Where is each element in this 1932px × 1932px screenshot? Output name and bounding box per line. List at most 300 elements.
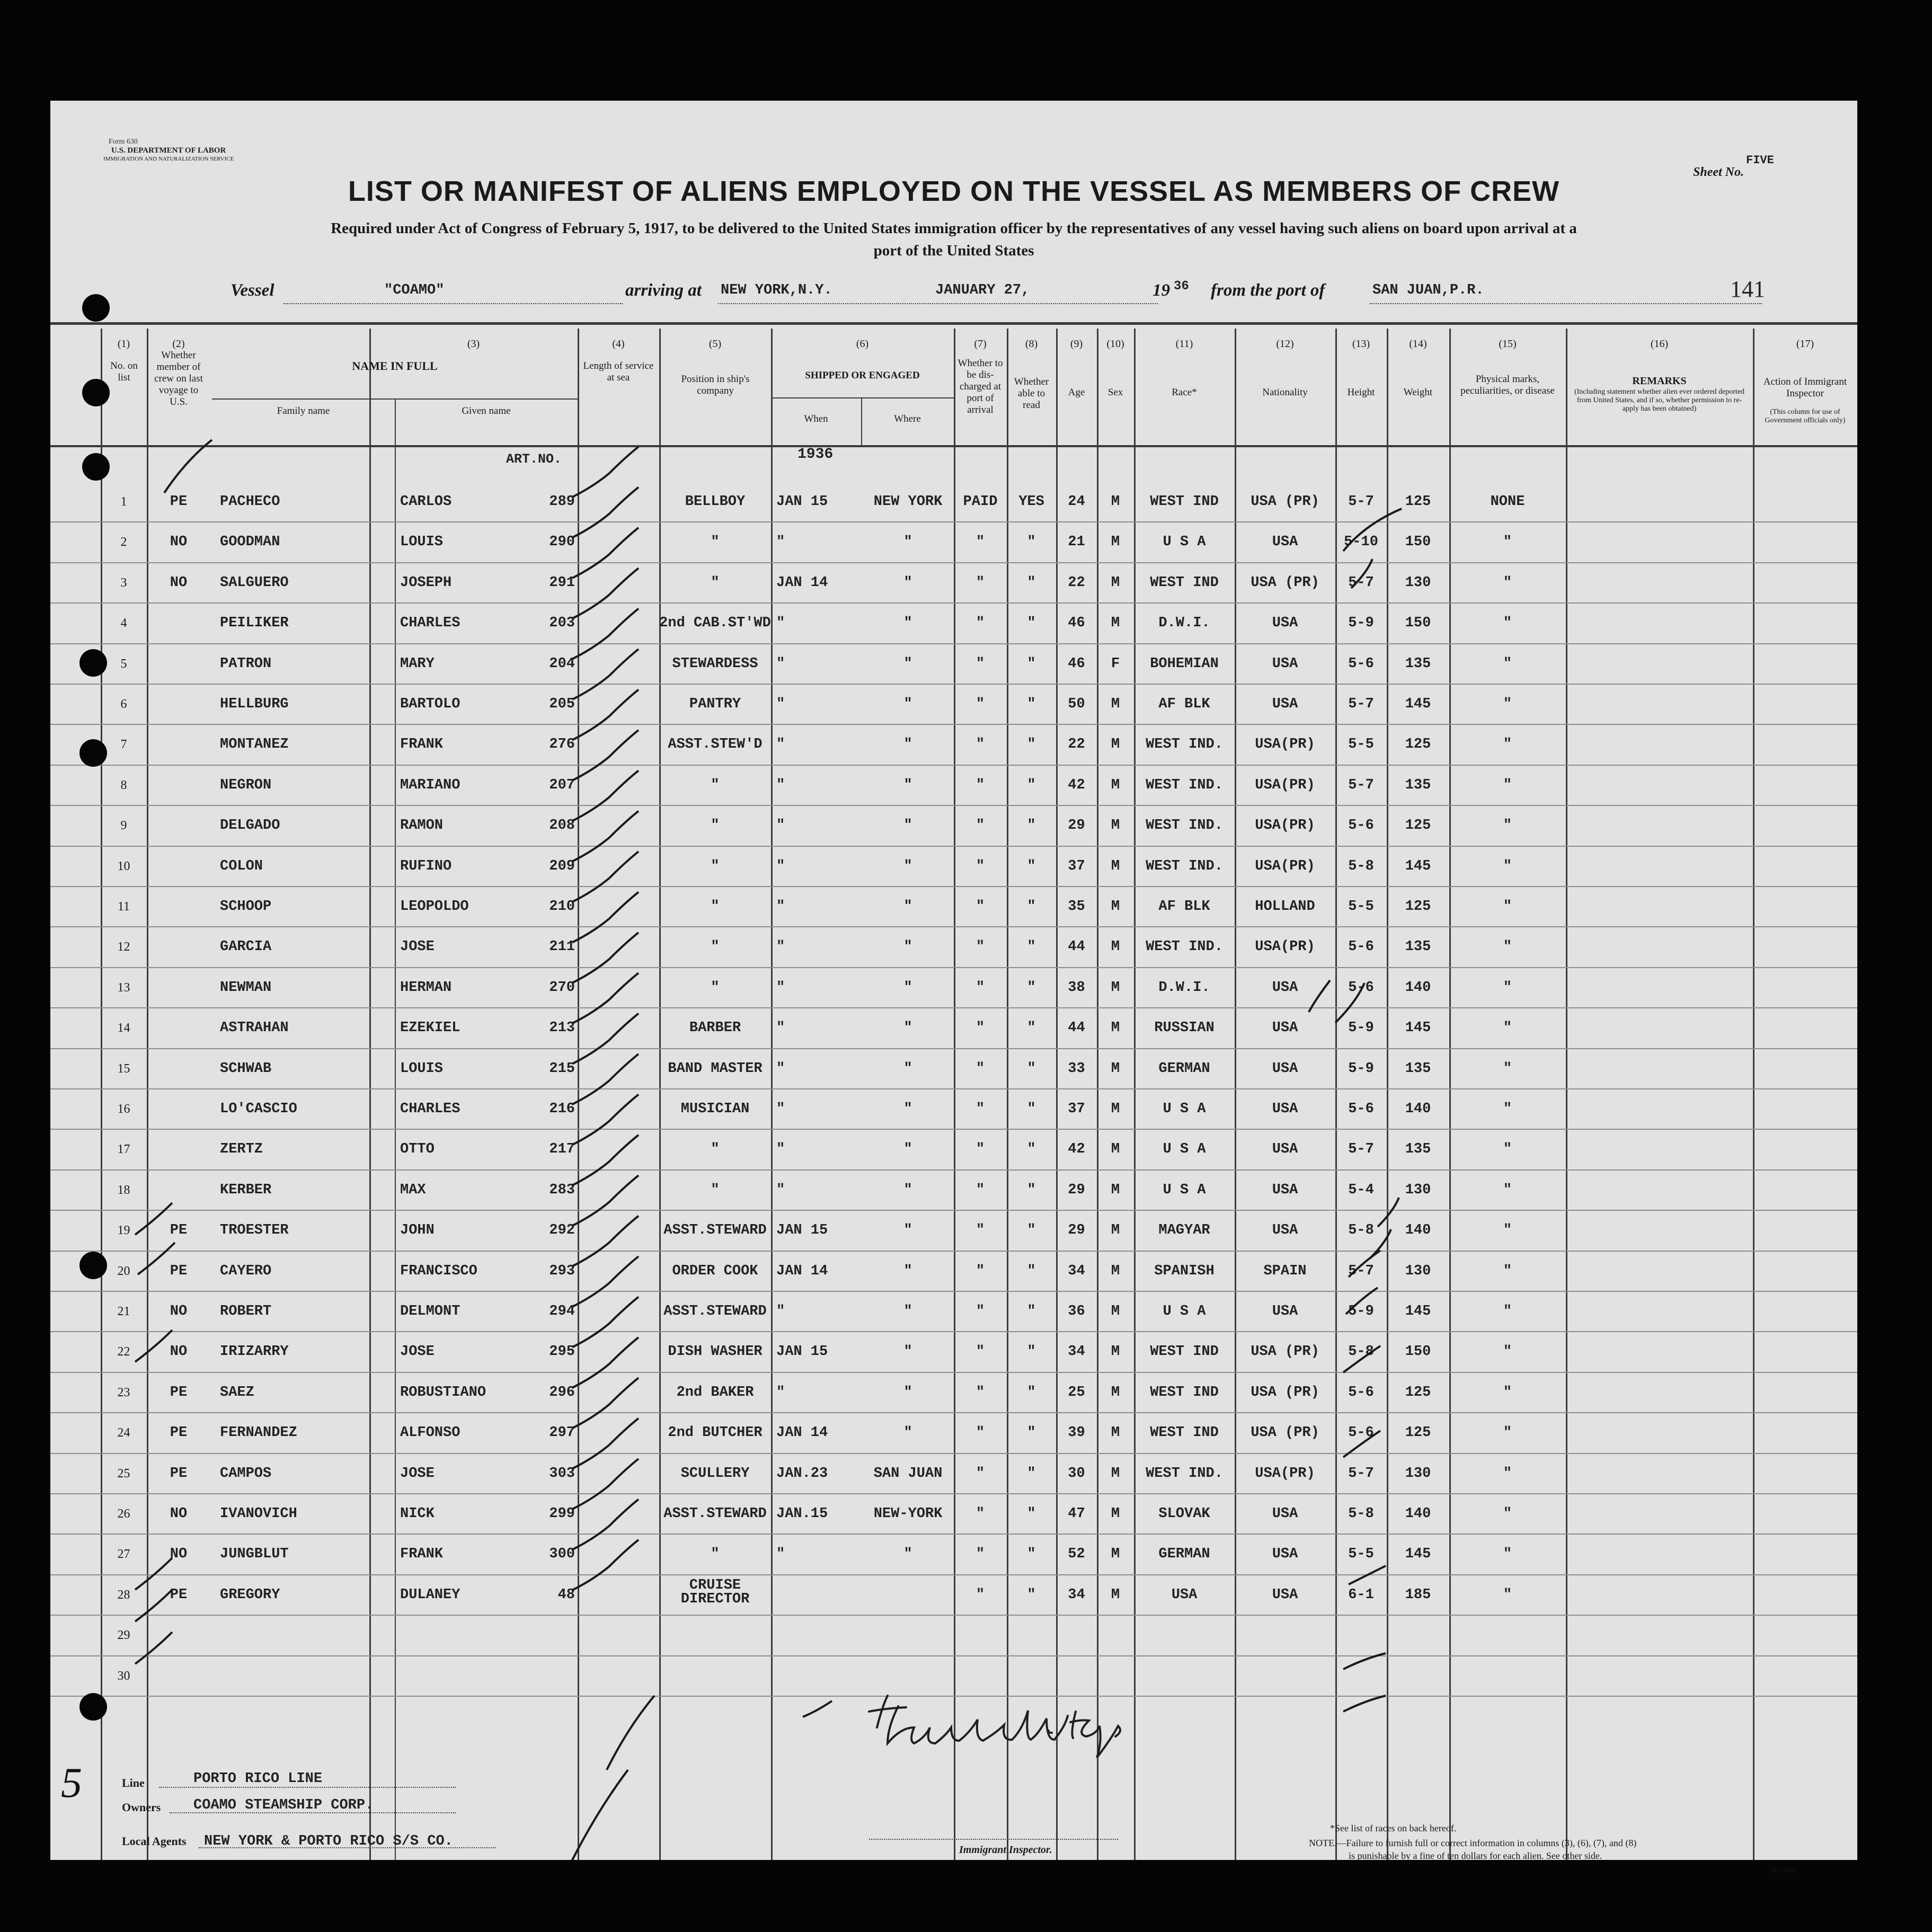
col3-header: NAME IN FULL: [352, 359, 438, 373]
cell-height: 5-8: [1348, 1506, 1374, 1522]
col17-header: Action of Immigrant Inspector: [1763, 376, 1847, 399]
year-suffix: 36: [1174, 279, 1189, 294]
col14-number: (14): [1409, 338, 1427, 350]
cell-given: FRANK: [400, 737, 444, 753]
cell-height: 5-7: [1348, 1263, 1374, 1279]
cell-marks: ": [1503, 1465, 1512, 1482]
col5-number: (5): [708, 338, 722, 350]
cell-given: JOSE: [400, 939, 435, 955]
cell-sex: M: [1111, 494, 1120, 510]
arrival-date: JANUARY 27,: [935, 282, 1030, 298]
col8-number: (8): [1025, 338, 1038, 350]
cell-weight: 135: [1405, 777, 1431, 793]
cell-where: ": [903, 1263, 912, 1279]
binder-hole: [79, 1693, 107, 1721]
cell-discharged: ": [976, 1546, 985, 1563]
cell-family: ASTRAHAN: [220, 1020, 289, 1036]
cell-race: D.W.I.: [1158, 979, 1210, 996]
cell-marks: ": [1503, 777, 1512, 793]
cell-sex: M: [1111, 1384, 1120, 1401]
cell-sex: M: [1111, 1101, 1120, 1117]
cell-family: IRIZARRY: [220, 1344, 289, 1360]
cell-read: ": [1027, 1344, 1036, 1360]
cell-weight: 125: [1405, 494, 1431, 510]
cell-height: 5-7: [1348, 494, 1374, 510]
year-heading: 1936: [797, 446, 834, 463]
cell-family: JUNGBLUT: [220, 1546, 289, 1563]
cell-weight: 130: [1405, 1263, 1431, 1279]
cell-marks: NONE: [1490, 494, 1525, 510]
cell-age: 33: [1068, 1060, 1085, 1077]
cell-last: NO: [170, 1304, 188, 1319]
cell-height: 5-6: [1348, 1384, 1374, 1401]
cell-art: 290: [549, 534, 575, 551]
cell-race: U S A: [1163, 534, 1206, 551]
cell-read: ": [1027, 1182, 1036, 1198]
cell-last: NO: [170, 1546, 188, 1563]
cell-nationality: USA: [1272, 1546, 1298, 1563]
binder-hole: [79, 739, 107, 767]
cell-art: 297: [549, 1425, 575, 1441]
cell-when: ": [776, 1141, 785, 1158]
cell-discharged: ": [976, 1587, 985, 1603]
cell-age: 29: [1068, 818, 1085, 834]
col13-number: (13): [1352, 338, 1370, 350]
cell-position: CRUISE DIRECTOR: [680, 1577, 750, 1607]
binder-hole: [82, 453, 110, 481]
cell-nationality: USA(PR): [1255, 777, 1315, 793]
cell-discharged: ": [976, 534, 985, 551]
cell-art: 213: [549, 1020, 575, 1036]
department-name: U.S. DEPARTMENT OF LABOR: [111, 146, 226, 155]
cell-no: 28: [117, 1588, 130, 1602]
cell-nationality: USA (PR): [1251, 1425, 1319, 1441]
cell-family: PACHECO: [220, 494, 280, 510]
cell-race: USA: [1171, 1587, 1198, 1603]
cell-where: SAN JUAN: [873, 1465, 943, 1482]
cell-when: JAN 14: [776, 1425, 828, 1441]
cell-discharged: ": [976, 1020, 985, 1036]
cell-where: NEW YORK: [873, 494, 943, 510]
arriving-port: NEW YORK,N.Y.: [721, 282, 832, 298]
cell-read: ": [1027, 1384, 1036, 1401]
col8-header: Whether able to read: [1014, 376, 1049, 411]
cell-weight: 125: [1405, 1425, 1431, 1441]
cell-nationality: USA: [1272, 696, 1298, 712]
cell-discharged: ": [976, 1263, 985, 1279]
cell-where: ": [903, 655, 912, 672]
cell-age: 52: [1068, 1546, 1085, 1563]
cell-age: 30: [1068, 1465, 1085, 1482]
inspector-signature: [50, 101, 1857, 1860]
service-name: IMMIGRATION AND NATURALIZATION SERVICE: [103, 156, 234, 162]
cell-position: 2nd CAB.ST'WD: [659, 615, 771, 632]
cell-discharged: ": [976, 1182, 985, 1198]
cell-height: 5-4: [1348, 1182, 1374, 1198]
cell-family: PATRON: [220, 655, 272, 672]
cell-family: ZERTZ: [220, 1141, 263, 1158]
cell-marks: ": [1503, 899, 1512, 915]
cell-art: 203: [549, 615, 575, 632]
cell-family: SALGUERO: [220, 574, 289, 591]
year-prefix: 19: [1153, 281, 1170, 300]
cell-family: CAYERO: [220, 1263, 272, 1279]
cell-discharged: ": [976, 1506, 985, 1522]
cell-sex: M: [1111, 939, 1120, 955]
cell-last: PE: [170, 1384, 188, 1401]
cell-no: 19: [117, 1224, 130, 1238]
cell-no: 7: [120, 738, 127, 752]
cell-nationality: USA(PR): [1255, 858, 1315, 874]
cell-given: HERMAN: [400, 979, 452, 996]
cell-read: ": [1027, 737, 1036, 753]
cell-discharged: ": [976, 1304, 985, 1319]
cell-height: 5-9: [1348, 615, 1374, 632]
cell-discharged: ": [976, 615, 985, 632]
cell-age: 46: [1068, 655, 1085, 672]
cell-given: RAMON: [400, 818, 444, 834]
vessel-name: "COAMO": [384, 282, 445, 298]
cell-marks: ": [1503, 1182, 1512, 1198]
cell-discharged: ": [976, 737, 985, 753]
cell-weight: 130: [1405, 1182, 1431, 1198]
cell-weight: 145: [1405, 1546, 1431, 1563]
cell-discharged: ": [976, 1425, 985, 1441]
cell-weight: 135: [1405, 1060, 1431, 1077]
col11-number: (11): [1175, 338, 1193, 350]
cell-height: 5-5: [1348, 899, 1374, 915]
cell-race: U S A: [1163, 1141, 1206, 1158]
cell-sex: M: [1111, 1141, 1120, 1158]
cell-where: ": [903, 1384, 912, 1401]
cell-no: 25: [117, 1466, 130, 1481]
cell-weight: 140: [1405, 1506, 1431, 1522]
cell-age: 37: [1068, 858, 1085, 874]
cell-height: 5-5: [1348, 737, 1374, 753]
cell-last: NO: [170, 534, 188, 551]
agents-value: NEW YORK & PORTO RICO S/S CO.: [204, 1833, 453, 1849]
cell-race: WEST IND: [1150, 494, 1219, 510]
cell-race: AF BLK: [1158, 696, 1210, 712]
cell-weight: 145: [1405, 858, 1431, 874]
cell-race: WEST IND.: [1146, 777, 1223, 793]
owners-label: Owners: [122, 1801, 161, 1814]
cell-nationality: USA(PR): [1255, 818, 1315, 834]
cell-where: ": [903, 1425, 912, 1441]
cell-where: ": [903, 737, 912, 753]
line-value: PORTO RICO LINE: [193, 1771, 323, 1787]
cell-nationality: USA: [1272, 655, 1298, 672]
cell-race: WEST IND.: [1146, 939, 1223, 955]
cell-family: GOODMAN: [220, 534, 280, 551]
col7-number: (7): [974, 338, 987, 350]
cell-no: 1: [120, 495, 127, 509]
cell-race: WEST IND.: [1146, 858, 1223, 874]
cell-when: ": [776, 777, 785, 793]
cell-nationality: SPAIN: [1263, 1263, 1307, 1279]
cell-no: 5: [120, 657, 127, 671]
cell-sex: M: [1111, 818, 1120, 834]
cell-position: ": [711, 899, 720, 915]
col14-header: Weight: [1403, 387, 1433, 398]
cell-nationality: USA(PR): [1255, 939, 1315, 955]
cell-given: NICK: [400, 1506, 435, 1522]
cell-read: ": [1027, 979, 1036, 996]
cell-given: LEOPOLDO: [400, 899, 469, 915]
cell-read: ": [1027, 1222, 1036, 1239]
form-title: LIST OR MANIFEST OF ALIENS EMPLOYED ON THE VESSEL AS MEMBERS OF CREW: [348, 175, 1560, 207]
cell-position: BELLBOY: [685, 494, 746, 510]
cell-age: 21: [1068, 534, 1085, 551]
cell-position: 2nd BAKER: [676, 1384, 754, 1401]
cell-sex: M: [1111, 1506, 1120, 1522]
cell-position: ": [711, 574, 720, 591]
cell-height: 5-6: [1348, 979, 1374, 996]
line-underline: [159, 1787, 456, 1788]
col13-header: Height: [1347, 387, 1375, 398]
cell-read: YES: [1018, 494, 1044, 510]
cell-when: ": [776, 1546, 785, 1563]
cell-when: JAN 14: [776, 1263, 828, 1279]
cell-family: TROESTER: [220, 1222, 289, 1239]
cell-last: NO: [170, 1506, 188, 1522]
cell-height: 5-6: [1348, 655, 1374, 672]
cell-age: 46: [1068, 615, 1085, 632]
cell-when: ": [776, 899, 785, 915]
cell-height: 5-6: [1348, 939, 1374, 955]
cell-race: MAGYAR: [1158, 1222, 1210, 1239]
cell-age: 50: [1068, 696, 1085, 712]
sheet-no-value: FIVE: [1746, 154, 1774, 167]
col4-number: (4): [612, 338, 625, 350]
cell-age: 22: [1068, 574, 1085, 591]
cell-read: ": [1027, 696, 1036, 712]
cell-race: D.W.I.: [1158, 615, 1210, 632]
cell-position: ": [711, 777, 720, 793]
cell-race: WEST IND: [1150, 1344, 1219, 1360]
where-header: Where: [894, 413, 921, 424]
cell-no: 13: [117, 980, 130, 995]
cell-family: SAEZ: [220, 1384, 254, 1401]
cell-discharged: ": [976, 1141, 985, 1158]
cell-race: U S A: [1163, 1304, 1206, 1319]
cell-sex: M: [1111, 1465, 1120, 1482]
cell-sex: M: [1111, 979, 1120, 996]
cell-art: 293: [549, 1263, 575, 1279]
cell-read: ": [1027, 1020, 1036, 1036]
cell-marks: ": [1503, 1141, 1512, 1158]
col15-header: Physical marks, peculiarities, or disease: [1460, 374, 1555, 396]
cell-no: 21: [117, 1305, 130, 1318]
note-penalty-1: NOTE.—Failure to furnish full or correct information in columns (3), (6), (7), and (8): [1309, 1838, 1637, 1848]
cell-where: ": [903, 777, 912, 793]
cell-where: NEW-YORK: [873, 1506, 943, 1522]
cell-given: LOUIS: [400, 534, 444, 551]
cell-race: WEST IND: [1150, 1425, 1219, 1441]
cell-family: HELLBURG: [220, 696, 289, 712]
cell-last: PE: [170, 1465, 188, 1482]
cell-art: 215: [549, 1060, 575, 1077]
cell-where: ": [903, 979, 912, 996]
cell-weight: 125: [1405, 899, 1431, 915]
cell-position: ORDER COOK: [672, 1263, 758, 1279]
page-number: 141: [1730, 276, 1765, 302]
cell-marks: ": [1503, 1020, 1512, 1036]
cell-given: BARTOLO: [400, 696, 460, 712]
cell-no: 30: [117, 1669, 130, 1683]
cell-age: 34: [1068, 1587, 1085, 1603]
cell-nationality: USA: [1272, 979, 1298, 996]
cell-no: 17: [117, 1142, 130, 1157]
when-header: When: [804, 413, 828, 424]
cell-nationality: USA: [1272, 1182, 1298, 1198]
cell-discharged: ": [976, 574, 985, 591]
cell-family: PEILIKER: [220, 615, 289, 632]
cell-age: 34: [1068, 1344, 1085, 1360]
cell-nationality: USA (PR): [1251, 1344, 1319, 1360]
cell-family: KERBER: [220, 1182, 272, 1198]
cell-when: JAN 15: [776, 1222, 828, 1239]
cell-last: PE: [170, 494, 188, 510]
cell-height: 5-8: [1348, 1344, 1374, 1360]
cell-when: ": [776, 737, 785, 753]
cell-position: ASST.STEW'D: [668, 737, 763, 753]
cell-given: JOSE: [400, 1344, 435, 1360]
cell-age: 29: [1068, 1222, 1085, 1239]
col2-header: Whether member of crew on last voyage to U.S.: [154, 350, 203, 407]
cell-when: ": [776, 1101, 785, 1117]
cell-discharged: ": [976, 1384, 985, 1401]
cell-weight: 150: [1405, 534, 1431, 551]
cell-when: ": [776, 858, 785, 874]
cell-family: FERNANDEZ: [220, 1425, 297, 1441]
cell-no: 23: [117, 1385, 130, 1399]
cell-nationality: USA: [1272, 534, 1298, 551]
cell-last: PE: [170, 1425, 188, 1441]
cell-age: 29: [1068, 1182, 1085, 1198]
cell-sex: F: [1111, 655, 1120, 672]
cell-given: FRANK: [400, 1546, 444, 1563]
cell-art: 211: [549, 939, 575, 955]
cell-race: BOHEMIAN: [1150, 655, 1219, 672]
cell-where: ": [903, 899, 912, 915]
cell-where: ": [903, 818, 912, 834]
cell-sex: M: [1111, 1263, 1120, 1279]
cell-nationality: USA: [1272, 1020, 1298, 1036]
cell-discharged: ": [976, 818, 985, 834]
cell-height: 5-9: [1348, 1304, 1374, 1319]
cell-read: ": [1027, 939, 1036, 955]
cell-read: ": [1027, 858, 1036, 874]
cell-no: 10: [117, 859, 130, 873]
cell-art: 294: [549, 1304, 575, 1319]
cell-marks: ": [1503, 1344, 1512, 1360]
col16-subheader: (Including statement whether alien ever ordered deported from United States, and if so, whether permission to re-apply has been obtained): [1574, 388, 1745, 413]
cell-no: 27: [117, 1547, 130, 1562]
cell-where: ": [903, 1222, 912, 1239]
cell-no: 3: [120, 575, 127, 590]
agents-underline: [199, 1847, 495, 1848]
cell-height: 5-8: [1348, 1222, 1374, 1239]
cell-read: ": [1027, 1263, 1036, 1279]
col9-number: (9): [1070, 338, 1083, 350]
col7-header: Whether to be dis-charged at port of arrival: [958, 358, 1003, 415]
cell-art: 216: [549, 1101, 575, 1117]
cell-last: PE: [170, 1222, 188, 1239]
cell-nationality: USA(PR): [1255, 1465, 1315, 1482]
cell-discharged: ": [976, 1222, 985, 1239]
cell-when: ": [776, 1384, 785, 1401]
cell-read: ": [1027, 1587, 1036, 1603]
cell-sex: M: [1111, 574, 1120, 591]
cell-no: 9: [120, 819, 127, 833]
cell-when: ": [776, 1182, 785, 1198]
cell-age: 36: [1068, 1304, 1085, 1319]
cell-weight: 125: [1405, 818, 1431, 834]
from-port-label: from the port of: [1211, 281, 1325, 300]
cell-where: ": [903, 1020, 912, 1036]
owners-value: COAMO STEAMSHIP CORP.: [193, 1797, 374, 1813]
cell-marks: ": [1503, 1384, 1512, 1401]
cell-read: ": [1027, 1304, 1036, 1319]
cell-discharged: ": [976, 858, 985, 874]
cell-marks: ": [1503, 979, 1512, 996]
print-code: 14—1360: [1770, 1866, 1795, 1874]
cell-family: GREGORY: [220, 1587, 280, 1603]
cell-last: PE: [170, 1587, 188, 1603]
cell-sex: M: [1111, 1425, 1120, 1441]
cell-race: AF BLK: [1158, 899, 1210, 915]
cell-when: ": [776, 1304, 785, 1319]
cell-art: 208: [549, 818, 575, 834]
cell-when: ": [776, 818, 785, 834]
col17-subheader: (This column for use of Government officials only): [1765, 408, 1846, 424]
cell-when: ": [776, 1020, 785, 1036]
vessel-label: Vessel: [231, 281, 274, 300]
cell-weight: 145: [1405, 1304, 1431, 1319]
cell-age: 39: [1068, 1425, 1085, 1441]
cell-discharged: ": [976, 979, 985, 996]
cell-discharged: ": [976, 777, 985, 793]
cell-no: 6: [120, 697, 127, 711]
cell-art: 205: [549, 696, 575, 712]
cell-weight: 150: [1405, 1344, 1431, 1360]
cell-position: ": [711, 939, 720, 955]
cell-weight: 130: [1405, 1465, 1431, 1482]
cell-nationality: USA (PR): [1251, 574, 1319, 591]
cell-race: WEST IND.: [1146, 818, 1223, 834]
cell-nationality: USA(PR): [1255, 737, 1315, 753]
cell-sex: M: [1111, 1304, 1120, 1319]
line-label: Line: [122, 1776, 145, 1789]
cell-family: CAMPOS: [220, 1465, 272, 1482]
col12-number: (12): [1276, 338, 1294, 350]
cell-family: NEWMAN: [220, 979, 272, 996]
cell-discharged: ": [976, 1060, 985, 1077]
cell-position: ASST.STEWARD: [663, 1506, 767, 1522]
cell-age: 42: [1068, 1141, 1085, 1158]
cell-where: ": [903, 939, 912, 955]
cell-weight: 135: [1405, 1141, 1431, 1158]
cell-discharged: ": [976, 1344, 985, 1360]
cell-sex: M: [1111, 1546, 1120, 1563]
cell-art: 303: [549, 1465, 575, 1482]
form-subtitle-line1: Required under Act of Congress of February 5, 1917, to be delivered to the United States immigration officer by the representatives of any vessel having such aliens on board upon arrival at a: [331, 220, 1577, 237]
cell-read: ": [1027, 1506, 1036, 1522]
cell-marks: ": [1503, 1425, 1512, 1441]
cell-art: 291: [549, 574, 575, 591]
cell-nationality: USA: [1272, 1101, 1298, 1117]
